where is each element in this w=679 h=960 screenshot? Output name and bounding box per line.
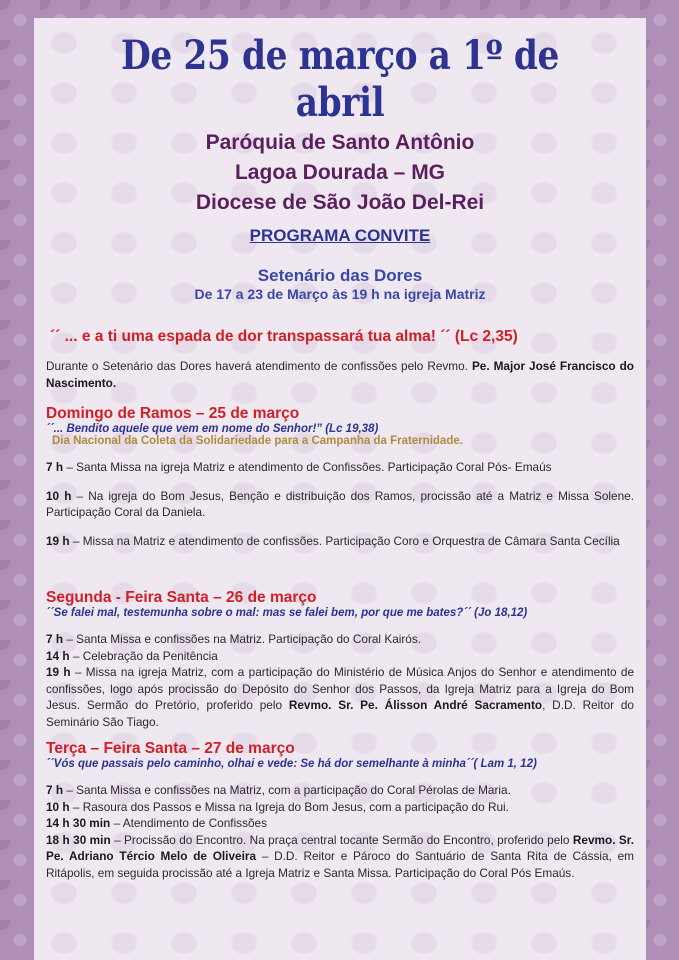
- list-item: 7 h – Santa Missa na igreja Matriz e atendimento de Confissões. Participação Coral Pós- Emaús: [46, 460, 552, 474]
- list-item: 19 h – Missa na igreja Matriz, com a participação do Ministério de Música Anjos do Senhor e atendimento de confissões, logo após procissão do Depósito do Senhor dos Passos, da Igreja Matriz para a Igreja do Bom Jesus. Sermão do Pretório, proferido pelo Revmo. Sr. Pe. Álisson André Sacramento, D.D. Reitor do Seminário São Tiago.: [46, 665, 635, 729]
- list-item: 14 h 30 min – Atendimento de Confissões: [46, 816, 268, 830]
- parish-line: Paróquia de Santo Antônio: [205, 131, 475, 154]
- list-item: 14 h – Celebração da Penitência: [46, 648, 218, 663]
- verse-segunda: ´´Se falei mal, testemunha sobre o mal: mas se falei bem, por que me bates?´´ (Jo 18,12): [46, 607, 528, 619]
- city-line: Lagoa Dourada – MG: [234, 161, 446, 184]
- list-item: 10 h – Rasoura dos Passos e Missa na Igreja do Bom Jesus, com a participação do Rui.: [46, 799, 509, 814]
- setenario-text: Durante o Setenário das Dores haverá atendimento de confissões pelo Revmo. Pe. Major José Francisco do Nascimento.: [46, 359, 634, 390]
- setenario-subtitle: De 17 a 23 de Março às 19 h na igreja Matriz: [194, 286, 486, 302]
- verse-terca: ´´Vós que passais pelo caminho, olhai e vede: Se há dor semelhante à minha´´( Lam 1, 12): [46, 758, 537, 770]
- setenario-title: Setenário das Dores: [257, 266, 423, 285]
- section-heading-terca: Terça – Feira Santa – 27 de março: [46, 740, 295, 757]
- section-heading-domingo: Domingo de Ramos – 25 de março: [46, 405, 300, 422]
- list-item: 18 h 30 min – Procissão do Encontro. Na praça central tocante Sermão do Encontro, proferido pelo Revmo. Sr. Pe. Adriano Tércio Melo de Oliveira – D.D. Reitor e Pároco do Santuário de Santa Rita de Cássia, em Ritápolis, em seguida procissão até a Igreja Matriz e Santa Missa. Participação do Coral Pós Emaús.: [46, 832, 634, 880]
- list-item: 7 h – Santa Missa e confissões na Matriz, com a participação do Coral Pérolas de Maria.: [46, 783, 511, 797]
- main-quote: ´´ ... e a ti uma espada de dor transpassará tua alma! ´´ (Lc 2,35): [50, 328, 518, 345]
- list-item: 10 h – Na igreja do Bom Jesus, Benção e distribuição dos Ramos, procissão até a Matriz e Missa Solene. Participação Coral da Daniela.: [46, 488, 635, 519]
- diocese-line: Diocese de São João Del-Rei: [195, 191, 485, 214]
- note-domingo: Dia Nacional da Coleta da Solidariedade para a Campanha da Fraternidade.: [52, 435, 463, 447]
- list-item: 7 h – Santa Missa e confissões na Matriz. Participação do Coral Kairós.: [46, 632, 422, 646]
- page-title: De 25 de março a 1º de abril: [120, 32, 559, 126]
- section-heading-segunda: Segunda - Feira Santa – 26 de março: [46, 589, 317, 606]
- list-item: 19 h – Missa na Matriz e atendimento de confissões. Participação Coro e Orquestra de Câmara Santa Cecília: [46, 533, 620, 548]
- program-heading: PROGRAMA CONVITE: [249, 226, 431, 245]
- flyer-panel: [34, 18, 646, 960]
- verse-domingo: ´´... Bendito aquele que vem em nome do Senhor!” (Lc 19,38): [46, 423, 379, 435]
